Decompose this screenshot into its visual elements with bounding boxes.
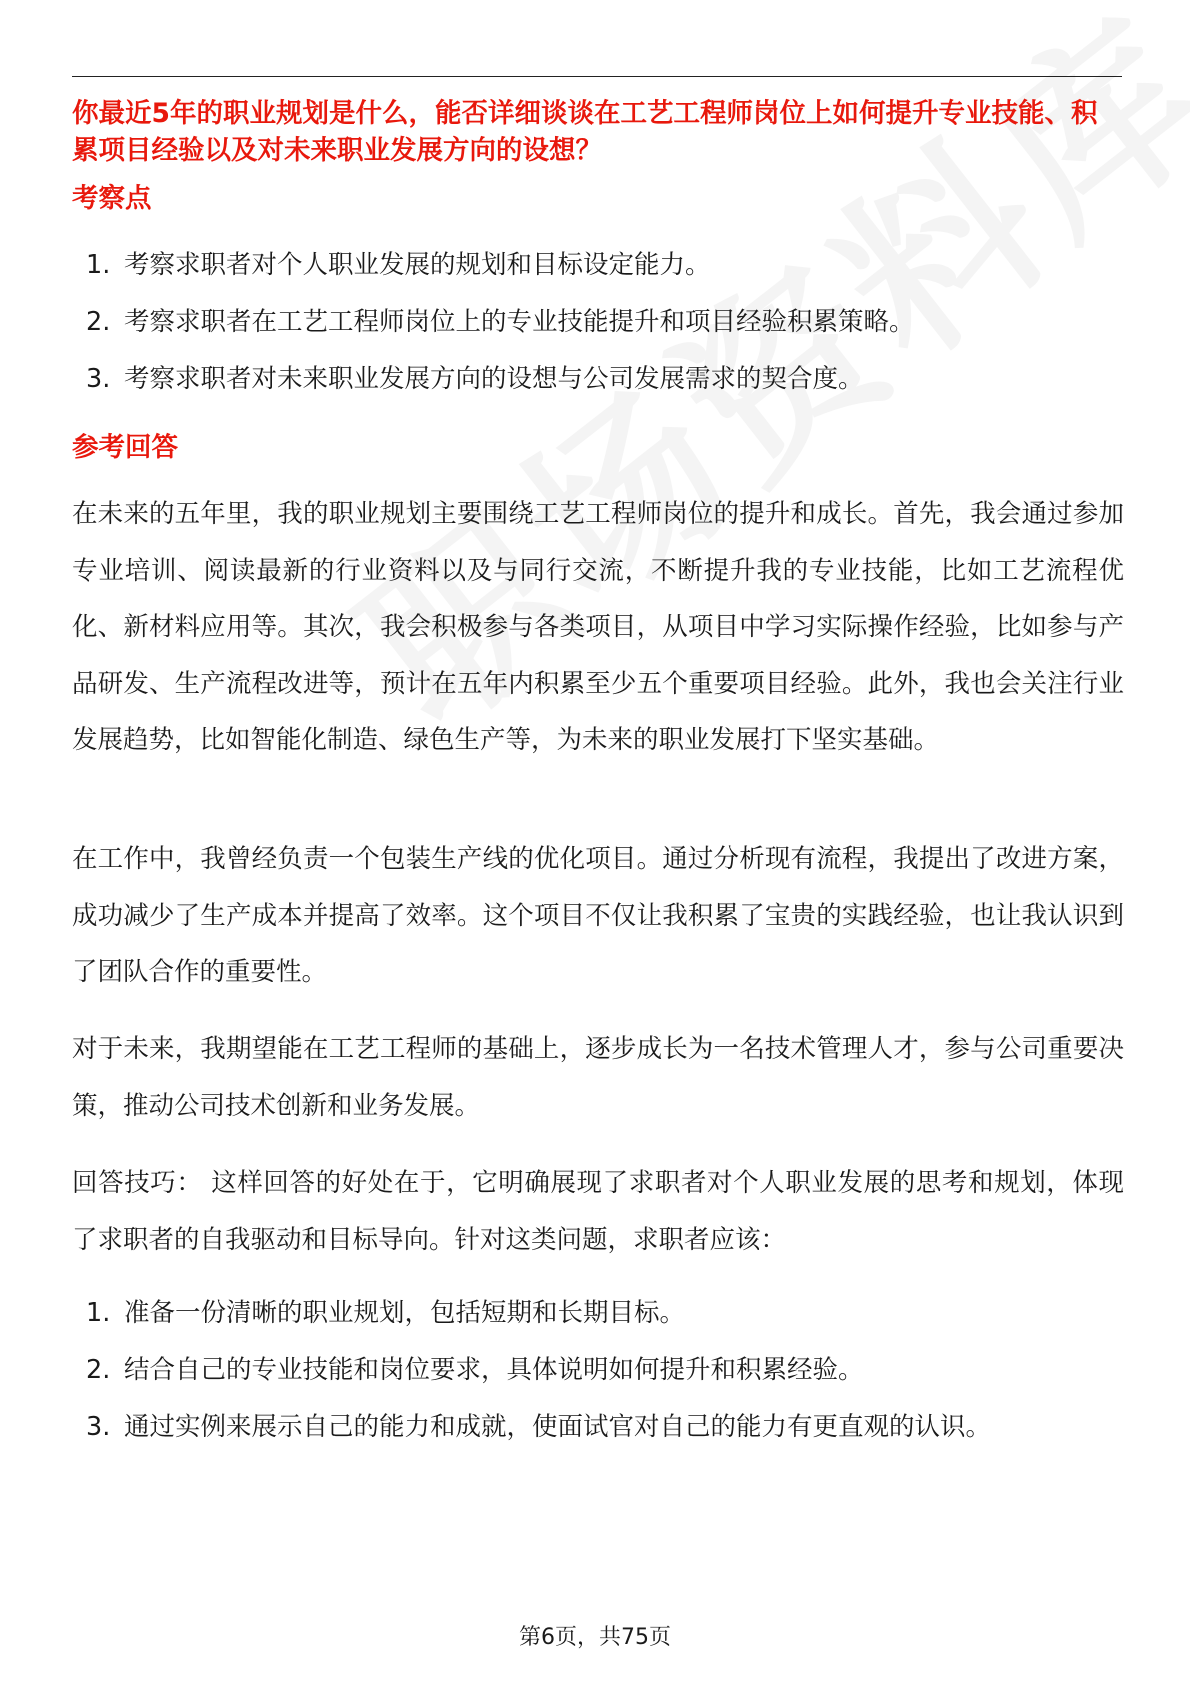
answer-paragraph: 对于未来，我期望能在工艺工程师的基础上，逐步成长为一名技术管理人才，参与公司重要决策，推动公司技术创新和业务发展。 — [72, 1034, 1124, 1121]
list-text: 考察求职者对个人职业发展的规划和目标设定能力。 — [124, 250, 711, 280]
list-text: 通过实例来展示自己的能力和成就，使面试官对自己的能力有更直观的认识。 — [124, 1412, 992, 1442]
tips-list — [72, 1285, 1132, 1456]
list-number: 1. — [86, 1298, 111, 1328]
answer-paragraph: 在未来的五年里，我的职业规划主要围绕工艺工程师岗位的提升和成长。首先，我会通过参加专业培训、阅读最新的行业资料以及与同行交流，不断提升我的专业技能，比如工艺流程优化、新材料应用等。其次，我会积极参与各类项目，从项目中学习实际操作经验，比如参与产品研发、生产流程改进等，预计在五年内积累至少五个重要项目经验。此外，我也会关注行业发展趋势，比如智能化制造、绿色生产等，为未来的职业发展打下坚实基础。 — [72, 499, 1124, 755]
list-item — [72, 294, 1132, 351]
list-item — [72, 351, 1132, 408]
answer-paragraph: 在工作中，我曾经负责一个包装生产线的优化项目。通过分析现有流程，我提出了改进方案，成功减少了生产成本并提高了效率。这个项目不仅让我积累了宝贵的实践经验，也让我认识到了团队合作的重要性。 — [72, 844, 1124, 987]
list-text: 考察求职者在工艺工程师岗位上的专业技能提升和项目经验积累策略。 — [124, 307, 915, 337]
list-number: 1. — [86, 250, 111, 280]
list-item — [72, 1285, 1132, 1342]
tips-intro: 回答技巧： 这样回答的好处在于，它明确展现了求职者对个人职业发展的思考和规划，体现了求职者的自我驱动和目标导向。针对这类问题，求职者应该： — [72, 1168, 1124, 1255]
list-number: 2. — [86, 1355, 111, 1385]
list-text: 考察求职者对未来职业发展方向的设想与公司发展需求的契合度。 — [124, 364, 864, 394]
answer-title: 参考回答 — [72, 432, 178, 463]
page-number: 第6页，共75页 — [519, 1625, 671, 1650]
list-item — [72, 1399, 1132, 1456]
list-item — [72, 1342, 1132, 1399]
assessment-list — [72, 237, 1132, 408]
top-divider — [72, 76, 1122, 77]
assessment-title: 考察点 — [72, 183, 152, 214]
list-number: 2. — [86, 307, 111, 337]
list-text: 结合自己的专业技能和岗位要求，具体说明如何提升和积累经验。 — [124, 1355, 864, 1385]
list-number: 3. — [86, 1412, 111, 1442]
question-heading: 你最近5年的职业规划是什么，能否详细谈谈在工艺工程师岗位上如何提升专业技能、积累项目经验以及对未来职业发展方向的设想？ — [72, 98, 1098, 166]
list-text: 准备一份清晰的职业规划，包括短期和长期目标。 — [124, 1298, 686, 1328]
list-number: 3. — [86, 364, 111, 394]
list-item — [72, 237, 1132, 294]
